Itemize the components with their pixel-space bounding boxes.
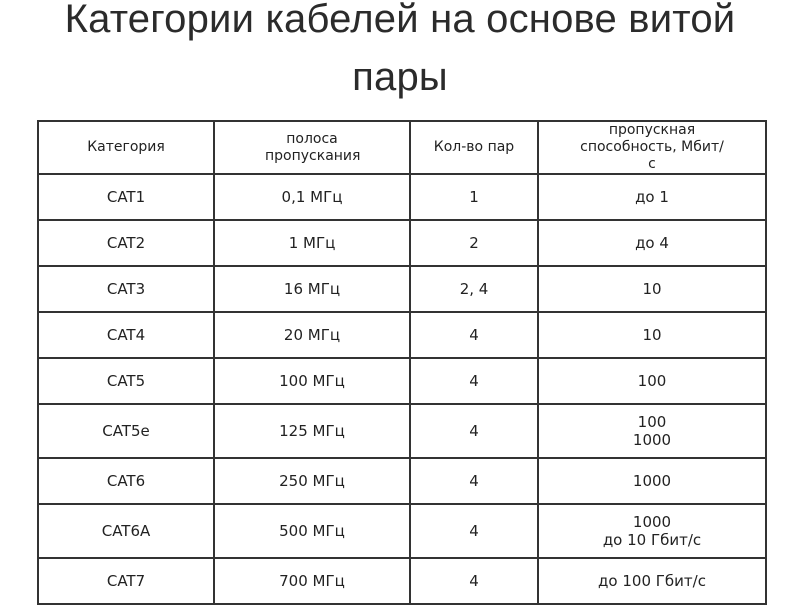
table-row bbox=[38, 220, 766, 266]
pairs-cell: 4 bbox=[410, 504, 538, 558]
bandwidth-cell: 1 МГц bbox=[214, 220, 410, 266]
header-throughput: пропускная способность, Мбит/с bbox=[538, 121, 766, 174]
throughput-cell: 100 bbox=[538, 358, 766, 404]
cable-categories-table-container bbox=[37, 120, 765, 590]
pairs-cell: 2, 4 bbox=[410, 266, 538, 312]
throughput-cell bbox=[538, 404, 766, 458]
slide-title-line-2: пары bbox=[352, 55, 448, 99]
pairs-cell: 4 bbox=[410, 558, 538, 604]
category-cell: CAT3 bbox=[38, 266, 214, 312]
slide-title bbox=[0, 0, 800, 106]
throughput-cell: до 1 bbox=[538, 174, 766, 220]
throughput-cell: до 4 bbox=[538, 220, 766, 266]
throughput-line-2: до 10 Гбит/с bbox=[602, 531, 702, 549]
throughput-line-2: 1000 bbox=[632, 431, 672, 449]
table-row bbox=[38, 458, 766, 504]
pairs-cell: 4 bbox=[410, 404, 538, 458]
pairs-cell: 4 bbox=[410, 312, 538, 358]
category-cell: CAT4 bbox=[38, 312, 214, 358]
cable-categories-table bbox=[37, 120, 767, 605]
category-cell: CAT1 bbox=[38, 174, 214, 220]
category-cell: CAT2 bbox=[38, 220, 214, 266]
bandwidth-cell: 0,1 МГц bbox=[214, 174, 410, 220]
bandwidth-cell: 20 МГц bbox=[214, 312, 410, 358]
throughput-line-1: 100 bbox=[637, 413, 667, 431]
bandwidth-cell: 250 МГц bbox=[214, 458, 410, 504]
bandwidth-cell: 16 МГц bbox=[214, 266, 410, 312]
pairs-cell: 4 bbox=[410, 358, 538, 404]
pairs-cell: 2 bbox=[410, 220, 538, 266]
header-pairs: Кол-во пар bbox=[410, 121, 538, 174]
pairs-cell: 1 bbox=[410, 174, 538, 220]
table-row bbox=[38, 558, 766, 604]
throughput-cell bbox=[538, 504, 766, 558]
header-category: Категория bbox=[38, 121, 214, 174]
table-header-row bbox=[38, 121, 766, 174]
table-row bbox=[38, 358, 766, 404]
throughput-cell: 10 bbox=[538, 312, 766, 358]
throughput-cell: 1000 bbox=[538, 458, 766, 504]
table-body bbox=[38, 174, 766, 604]
header-bandwidth: полоса пропускания bbox=[214, 121, 410, 174]
bandwidth-cell: 700 МГц bbox=[214, 558, 410, 604]
table-row bbox=[38, 174, 766, 220]
table-row bbox=[38, 404, 766, 458]
category-cell: CAT7 bbox=[38, 558, 214, 604]
throughput-cell: 10 bbox=[538, 266, 766, 312]
category-cell: CAT5 bbox=[38, 358, 214, 404]
table-row bbox=[38, 266, 766, 312]
slide-title-line-1: Категории кабелей на основе витой bbox=[64, 0, 736, 41]
throughput-cell: до 100 Гбит/с bbox=[538, 558, 766, 604]
pairs-cell: 4 bbox=[410, 458, 538, 504]
category-cell: CAT6A bbox=[38, 504, 214, 558]
bandwidth-cell: 500 МГц bbox=[214, 504, 410, 558]
bandwidth-cell: 100 МГц bbox=[214, 358, 410, 404]
bandwidth-cell: 125 МГц bbox=[214, 404, 410, 458]
table-row bbox=[38, 504, 766, 558]
table-row bbox=[38, 312, 766, 358]
category-cell: CAT5e bbox=[38, 404, 214, 458]
throughput-line-1: 1000 bbox=[632, 513, 672, 531]
category-cell: CAT6 bbox=[38, 458, 214, 504]
